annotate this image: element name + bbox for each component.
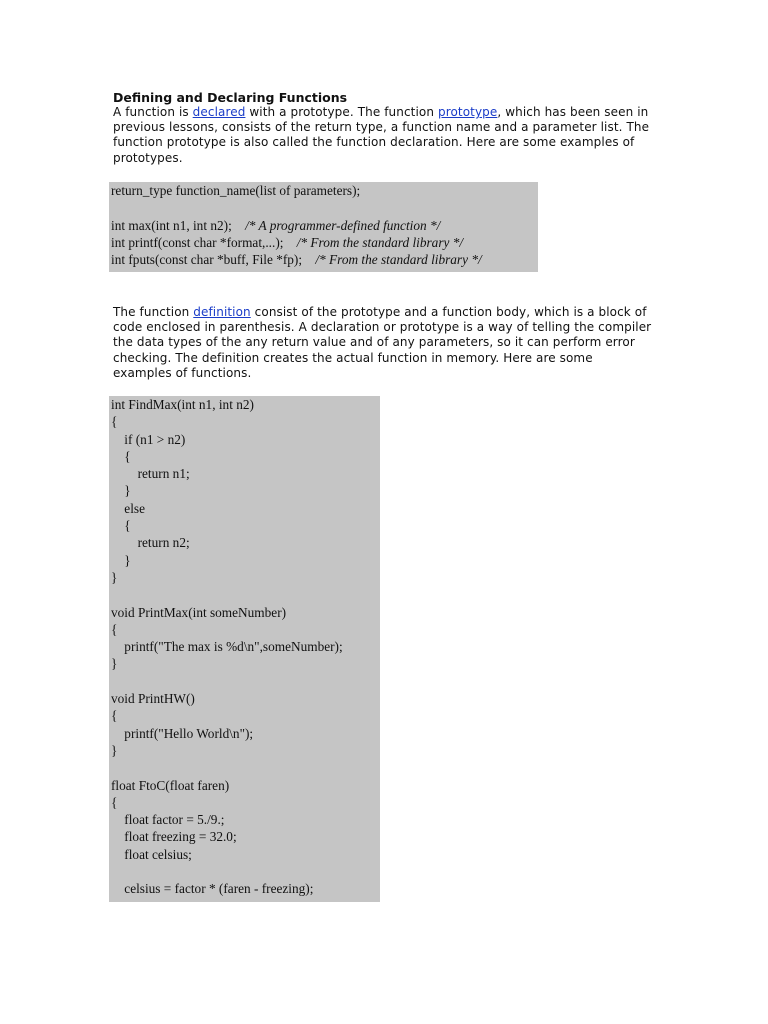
function-code-line: float celsius; <box>111 846 192 862</box>
prototype-code-line <box>111 182 538 199</box>
function-code-line: float factor = 5./9.; <box>111 812 225 828</box>
function-code-line: { <box>111 518 131 534</box>
function-code-line: celsius = factor * (faren - freezing); <box>111 881 314 897</box>
prototype-code-text: return_type function_name(list of parameters); <box>111 183 361 198</box>
prototype-comment: /* From the standard library */ <box>315 252 482 268</box>
function-code-line: { <box>111 794 118 810</box>
function-code-line: } <box>111 742 118 758</box>
function-code-line <box>111 863 380 880</box>
function-code-line: } <box>111 483 131 499</box>
function-code-line <box>111 673 380 690</box>
prototype-comment: /* From the standard library */ <box>296 234 464 250</box>
prototype-code-text: int printf(const char *format,...); <box>111 234 297 250</box>
function-code-line: void PrintMax(int someNumber) <box>111 604 287 620</box>
prototype-comment: /* A programmer-defined function */ <box>245 217 441 233</box>
prototype-code-block <box>109 182 538 272</box>
function-code-line <box>111 759 380 776</box>
function-code-line: return n2; <box>111 535 190 551</box>
function-code-line: printf("The max is %d\n",someNumber); <box>111 639 343 655</box>
function-code-line: return n1; <box>111 466 190 482</box>
intro-text-2: with a prototype. The function <box>245 105 438 119</box>
prototype-code-line <box>111 234 538 251</box>
function-code-line: } <box>111 569 118 585</box>
prototype-code-line <box>111 199 538 216</box>
function-code-line: } <box>111 552 131 568</box>
function-code-line: float FtoC(float faren) <box>111 777 230 793</box>
function-code-line <box>111 586 380 603</box>
definition-link[interactable]: definition <box>193 305 251 319</box>
function-code-line: } <box>111 656 118 672</box>
function-code-line: printf("Hello World\n"); <box>111 725 254 741</box>
section-heading: Defining and Declaring Functions <box>113 90 348 105</box>
declared-link[interactable]: declared <box>192 105 246 119</box>
definition-paragraph <box>113 305 653 381</box>
function-code-line: { <box>111 621 118 637</box>
function-code-line: { <box>111 414 118 430</box>
prototype-code-text: int max(int n1, int n2); <box>111 217 246 233</box>
prototype-code-text: int fputs(const char *buff, File *fp); <box>111 252 316 268</box>
definition-text-2: consist of the prototype and a function body, which is a block of code enclosed in parenthesis. A declaration or prototype is a way of telling the compiler the data types of the any return value and of any parameters, so it can perform error checking. The definition creates the actual function in memory. Here are some examples of functions. <box>113 305 652 380</box>
function-code-line: void PrintHW() <box>111 691 195 707</box>
prototype-code-line <box>111 217 538 234</box>
prototype-code-line <box>111 251 538 268</box>
function-code-line: if (n1 > n2) <box>111 431 186 447</box>
function-code-line: { <box>111 708 118 724</box>
intro-text-3: , which has been seen in previous lessons, consists of the return type, a function name and a parameter list. The function prototype is also called the function declaration. Here are some examples of prototypes. <box>113 105 650 165</box>
function-code-line: float freezing = 32.0; <box>111 829 237 845</box>
definition-text-1: The function <box>113 305 194 319</box>
prototype-link[interactable]: prototype <box>437 105 498 119</box>
function-code-line: { <box>111 448 131 464</box>
intro-paragraph <box>113 105 653 166</box>
intro-text-1: A function is <box>113 105 193 119</box>
function-code-block <box>109 396 380 902</box>
function-code-line: int FindMax(int n1, int n2) <box>111 397 254 412</box>
function-code-line: else <box>111 500 145 516</box>
